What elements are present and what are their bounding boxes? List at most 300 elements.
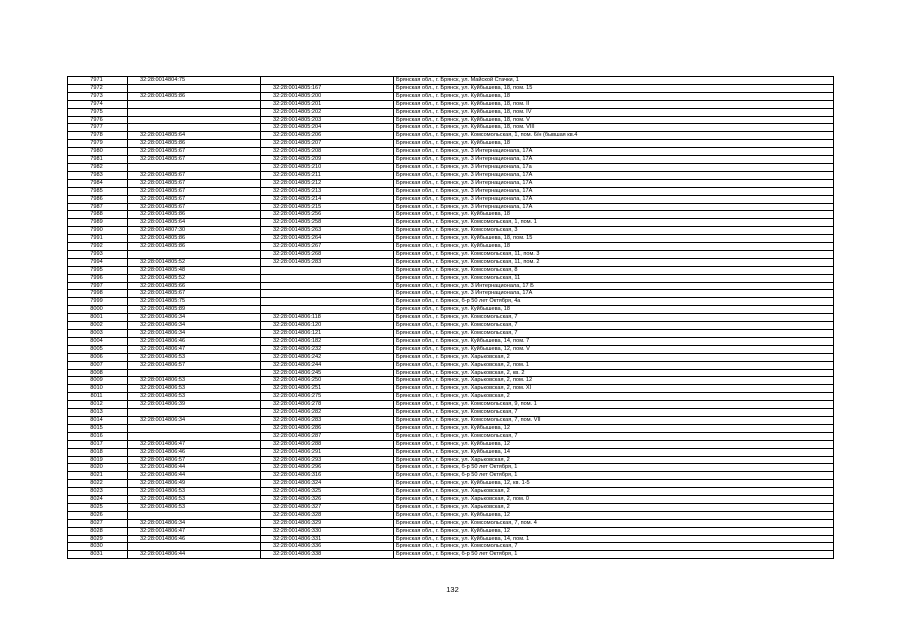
land-cadastral-number-cell [128,369,261,377]
land-cadastral-number-cell: 32:28:0014805:48 [128,266,261,274]
table-row [68,322,834,330]
object-cadastral-number-cell: 32:28:0014805:204 [261,124,394,132]
object-cadastral-number-cell: 32:28:0014806:328 [261,511,394,519]
object-cadastral-number-cell: 32:28:0014806:275 [261,393,394,401]
table-row [68,92,834,100]
address-cell: Брянская обл., г. Брянск, ул. Куйбышева, 14 [394,448,834,456]
address-cell: Брянская обл., г. Брянск, ул. Комсомольская, 11, пом. 3 [394,250,834,258]
table-row [68,282,834,290]
row-number-cell: 8011 [68,393,128,401]
address-cell: Брянская обл., г. Брянск, ул. 3 Интернационала, 17А [394,148,834,156]
row-number-cell: 8021 [68,472,128,480]
row-number-cell: 8028 [68,527,128,535]
address-cell: Брянская обл., г. Брянск, ул. Комсомольская, 11, пом. 2 [394,258,834,266]
table-row [68,456,834,464]
land-cadastral-number-cell: 32:28:0014806:53 [128,353,261,361]
address-cell: Брянская обл., г. Брянск, ул. Харьковская, 2, пом. 0 [394,496,834,504]
land-cadastral-number-cell: 32:28:0014806:49 [128,480,261,488]
address-cell: Брянская обл., г. Брянск, ул. Куйбышева, 14, пом. 7 [394,337,834,345]
table-row [68,203,834,211]
land-cadastral-number-cell: 32:28:0014805:67 [128,179,261,187]
table-row [68,211,834,219]
table-row [68,511,834,519]
row-number-cell: 7995 [68,266,128,274]
row-number-cell: 8013 [68,409,128,417]
address-cell: Брянская обл., г. Брянск, ул. Комсомольская, 11 [394,274,834,282]
object-cadastral-number-cell: 32:28:0014805:256 [261,211,394,219]
object-cadastral-number-cell: 32:28:0014806:244 [261,361,394,369]
row-number-cell: 7978 [68,132,128,140]
address-cell: Брянская обл., г. Брянск, ул. Харьковская, 2 [394,393,834,401]
address-cell: Брянская обл., г. Брянск, ул. Куйбышева, 12, кв. 1-5 [394,480,834,488]
address-cell: Брянская обл., г. Брянск, ул. Комсомольская, 3 [394,227,834,235]
table-row [68,148,834,156]
row-number-cell: 8029 [68,535,128,543]
land-cadastral-number-cell: 32:28:0014806:44 [128,551,261,559]
land-cadastral-number-cell: 32:28:0014805:52 [128,274,261,282]
row-number-cell: 8002 [68,322,128,330]
land-cadastral-number-cell: 32:28:0014805:86 [128,140,261,148]
table-row [68,235,834,243]
row-number-cell: 8004 [68,337,128,345]
table-row [68,448,834,456]
address-cell: Брянская обл., г. Брянск, ул. Комсомольская, 8 [394,266,834,274]
object-cadastral-number-cell: 32:28:0014806:242 [261,353,394,361]
table-row [68,227,834,235]
table-row [68,77,834,85]
land-cadastral-number-cell: 32:28:0014805:64 [128,132,261,140]
land-cadastral-number-cell: 32:28:0014805:89 [128,306,261,314]
object-cadastral-number-cell: 32:28:0014806:296 [261,464,394,472]
row-number-cell: 8019 [68,456,128,464]
land-cadastral-number-cell: 32:28:0014805:86 [128,235,261,243]
object-cadastral-number-cell: 32:28:0014806:287 [261,432,394,440]
table-row [68,361,834,369]
land-cadastral-number-cell: 32:28:0014806:39 [128,401,261,409]
row-number-cell: 8018 [68,448,128,456]
land-cadastral-number-cell: 32:28:0014805:67 [128,187,261,195]
object-cadastral-number-cell: 32:28:0014805:167 [261,84,394,92]
object-cadastral-number-cell: 32:28:0014806:325 [261,488,394,496]
row-number-cell: 8031 [68,551,128,559]
land-cadastral-number-cell [128,511,261,519]
table-row [68,314,834,322]
object-cadastral-number-cell: 32:28:0014805:206 [261,132,394,140]
table-row [68,298,834,306]
land-cadastral-number-cell: 32:28:0014806:34 [128,314,261,322]
address-cell: Брянская обл., г. Брянск, ул. 3 Интернационала, 17а [394,163,834,171]
row-number-cell: 8001 [68,314,128,322]
row-number-cell: 8030 [68,543,128,551]
object-cadastral-number-cell: 32:28:0014805:267 [261,243,394,251]
row-number-cell: 7999 [68,298,128,306]
row-number-cell: 8010 [68,385,128,393]
land-cadastral-number-cell: 32:28:0014805:64 [128,219,261,227]
table-row [68,416,834,424]
address-cell: Брянская обл., г. Брянск, ул. 3 Интернационала, 17А [394,195,834,203]
table-row [68,156,834,164]
row-number-cell: 7986 [68,195,128,203]
address-cell: Брянская обл., г. Брянск, ул. Комсомольская, 7 [394,314,834,322]
address-cell: Брянская обл., г. Брянск, ул. 3 Интернационала, 17А [394,290,834,298]
table-row [68,266,834,274]
object-cadastral-number-cell: 32:28:0014806:250 [261,377,394,385]
table-row [68,258,834,266]
address-cell: Брянская обл., г. Брянск, ул. Харьковская, 2, кв. 2 [394,369,834,377]
address-cell: Брянская обл., г. Брянск, ул. Куйбышева, 18, пом. 15 [394,235,834,243]
object-cadastral-number-cell: 32:28:0014805:215 [261,203,394,211]
land-cadastral-number-cell: 32:28:0014806:34 [128,416,261,424]
address-cell: Брянская обл., г. Брянск, ул. Куйбышева, 14, пом. 1 [394,535,834,543]
object-cadastral-number-cell: 32:28:0014805:200 [261,92,394,100]
row-number-cell: 7990 [68,227,128,235]
table-row [68,187,834,195]
address-cell: Брянская обл., г. Брянск, ул. Харьковская, 2, пом. 12 [394,377,834,385]
address-cell: Брянская обл., г. Брянск, ул. Куйбышева, 12 [394,424,834,432]
object-cadastral-number-cell: 32:28:0014806:121 [261,330,394,338]
table-row [68,464,834,472]
address-cell: Брянская обл., г. Брянск, ул. Комсомольская, 1, пом. 6/н (бывшая кв.4 [394,132,834,140]
object-cadastral-number-cell: 32:28:0014805:201 [261,100,394,108]
row-number-cell: 8023 [68,488,128,496]
address-cell: Брянская обл., г. Брянск, ул. Комсомольская, 7, пом. VII [394,416,834,424]
table-row [68,195,834,203]
table-row [68,385,834,393]
row-number-cell: 7994 [68,258,128,266]
object-cadastral-number-cell [261,282,394,290]
table-row [68,401,834,409]
land-cadastral-number-cell: 32:28:0014807:30 [128,227,261,235]
address-cell: Брянская обл., г. Брянск, ул. 3 Интернационала, 17А [394,203,834,211]
row-number-cell: 7971 [68,77,128,85]
address-cell: Брянская обл., г. Брянск, ул. Куйбышева, 18, пом. VIII [394,124,834,132]
object-cadastral-number-cell: 32:28:0014805:207 [261,140,394,148]
land-cadastral-number-cell: 32:28:0014806:47 [128,345,261,353]
row-number-cell: 8007 [68,361,128,369]
object-cadastral-number-cell: 32:28:0014806:326 [261,496,394,504]
object-cadastral-number-cell [261,306,394,314]
land-cadastral-number-cell [128,424,261,432]
land-cadastral-number-cell: 32:28:0014806:47 [128,527,261,535]
row-number-cell: 8008 [68,369,128,377]
row-number-cell: 7993 [68,250,128,258]
table-row [68,330,834,338]
address-cell: Брянская обл., г. Брянск, ул. Комсомольская, 7 [394,543,834,551]
land-cadastral-number-cell: 32:28:0014805:86 [128,92,261,100]
address-cell: Брянская обл., г. Брянск, ул. Комсомольская, 7 [394,330,834,338]
land-cadastral-number-cell: 32:28:0014805:67 [128,195,261,203]
land-cadastral-number-cell: 32:28:0014805:67 [128,148,261,156]
table-row [68,84,834,92]
table-row [68,274,834,282]
address-cell: Брянская обл., г. Брянск, ул. Харьковская, 2, пом. 1 [394,361,834,369]
land-cadastral-number-cell: 32:28:0014806:57 [128,456,261,464]
land-cadastral-number-cell: 32:28:0014806:34 [128,330,261,338]
address-cell: Брянская обл., г. Брянск, ул. Куйбышева, 18 [394,306,834,314]
table-row [68,100,834,108]
land-cadastral-number-cell: 32:28:0014805:66 [128,282,261,290]
row-number-cell: 8022 [68,480,128,488]
land-cadastral-number-cell: 32:28:0014806:53 [128,488,261,496]
address-cell: Брянская обл., г. Брянск, ул. Харьковская, 2, пом. XI [394,385,834,393]
table-row [68,163,834,171]
address-cell: Брянская обл., г. Брянск, ул. Майской Стачки, 1 [394,77,834,85]
object-cadastral-number-cell: 32:28:0014805:208 [261,148,394,156]
address-cell: Брянская обл., г. Брянск, ул. Куйбышева, 18 [394,92,834,100]
object-cadastral-number-cell: 32:28:0014805:214 [261,195,394,203]
registry-table-body [68,77,834,559]
object-cadastral-number-cell: 32:28:0014806:286 [261,424,394,432]
land-cadastral-number-cell: 32:28:0014806:46 [128,337,261,345]
address-cell: Брянская обл., г. Брянск, ул. Куйбышева, 18, пом. 15 [394,84,834,92]
land-cadastral-number-cell [128,116,261,124]
table-row [68,543,834,551]
address-cell: Брянская обл., г. Брянск, ул. Харьковская, 2 [394,503,834,511]
row-number-cell: 7972 [68,84,128,92]
row-number-cell: 7977 [68,124,128,132]
table-row [68,369,834,377]
row-number-cell: 7989 [68,219,128,227]
object-cadastral-number-cell: 32:28:0014805:264 [261,235,394,243]
table-row [68,140,834,148]
row-number-cell: 7982 [68,163,128,171]
row-number-cell: 8003 [68,330,128,338]
row-number-cell: 7984 [68,179,128,187]
land-cadastral-number-cell [128,432,261,440]
object-cadastral-number-cell: 32:28:0014806:338 [261,551,394,559]
address-cell: Брянская обл., г. Брянск, ул. Комсомольская, 7 [394,432,834,440]
object-cadastral-number-cell: 32:28:0014805:202 [261,108,394,116]
address-cell: Брянская обл., г. Брянск, ул. Харьковская, 2 [394,456,834,464]
address-cell: Брянская обл., г. Брянск, ул. Куйбышева, 18 [394,243,834,251]
table-row [68,432,834,440]
object-cadastral-number-cell [261,290,394,298]
table-row [68,472,834,480]
row-number-cell: 8009 [68,377,128,385]
address-cell: Брянская обл., г. Брянск, ул. Куйбышева, 18 [394,211,834,219]
address-cell: Брянская обл., г. Брянск, ул. Куйбышева, 18, пом. II [394,100,834,108]
table-row [68,132,834,140]
object-cadastral-number-cell: 32:28:0014806:316 [261,472,394,480]
land-cadastral-number-cell [128,543,261,551]
address-cell: Брянская обл., г. Брянск, ул. Куйбышева, 18 [394,140,834,148]
row-number-cell: 8000 [68,306,128,314]
object-cadastral-number-cell: 32:28:0014806:329 [261,519,394,527]
table-row [68,124,834,132]
land-cadastral-number-cell: 32:28:0014806:57 [128,361,261,369]
address-cell: Брянская обл., г. Брянск, б-р 50 лет Октября, 4а [394,298,834,306]
land-cadastral-number-cell: 32:28:0014805:67 [128,156,261,164]
table-row [68,409,834,417]
object-cadastral-number-cell [261,77,394,85]
address-cell: Брянская обл., г. Брянск, ул. 3 Интернационала, 17А [394,171,834,179]
address-cell: Брянская обл., г. Брянск, ул. Куйбышева, 12, пом. V [394,345,834,353]
object-cadastral-number-cell: 32:28:0014806:330 [261,527,394,535]
object-cadastral-number-cell: 32:28:0014806:336 [261,543,394,551]
table-row [68,353,834,361]
land-cadastral-number-cell: 32:28:0014806:53 [128,385,261,393]
table-row [68,496,834,504]
land-cadastral-number-cell: 32:28:0014806:47 [128,440,261,448]
table-row [68,250,834,258]
row-number-cell: 8027 [68,519,128,527]
row-number-cell: 7988 [68,211,128,219]
land-cadastral-number-cell: 32:28:0014806:53 [128,496,261,504]
row-number-cell: 7976 [68,116,128,124]
address-cell: Брянская обл., г. Брянск, ул. Комсомольская, 7 [394,409,834,417]
page-number: 132 [446,585,459,594]
object-cadastral-number-cell: 32:28:0014806:232 [261,345,394,353]
object-cadastral-number-cell [261,266,394,274]
address-cell: Брянская обл., г. Брянск, ул. 3 Интернационала, 17А [394,179,834,187]
row-number-cell: 8024 [68,496,128,504]
registry-table [67,76,834,559]
row-number-cell: 7980 [68,148,128,156]
address-cell: Брянская обл., г. Брянск, ул. Куйбышева, 12 [394,440,834,448]
row-number-cell: 7997 [68,282,128,290]
address-cell: Брянская обл., г. Брянск, ул. Куйбышева, 18, пом. V [394,116,834,124]
object-cadastral-number-cell: 32:28:0014806:293 [261,456,394,464]
row-number-cell: 7973 [68,92,128,100]
land-cadastral-number-cell: 32:28:0014806:46 [128,448,261,456]
address-cell: Брянская обл., г. Брянск, ул. Куйбышева, 18, пом. IV [394,108,834,116]
address-cell: Брянская обл., г. Брянск, ул. Комсомольская, 9, пом. 1 [394,401,834,409]
row-number-cell: 7981 [68,156,128,164]
land-cadastral-number-cell [128,124,261,132]
object-cadastral-number-cell: 32:28:0014806:278 [261,401,394,409]
table-row [68,440,834,448]
address-cell: Брянская обл., г. Брянск, ул. Комсомольская, 7 [394,322,834,330]
object-cadastral-number-cell: 32:28:0014805:268 [261,250,394,258]
object-cadastral-number-cell [261,274,394,282]
row-number-cell: 7987 [68,203,128,211]
object-cadastral-number-cell: 32:28:0014806:251 [261,385,394,393]
table-row [68,551,834,559]
object-cadastral-number-cell: 32:28:0014806:288 [261,440,394,448]
address-cell: Брянская обл., г. Брянск, ул. Куйбышева, 12 [394,511,834,519]
land-cadastral-number-cell: 32:28:0014806:53 [128,393,261,401]
table-row [68,345,834,353]
land-cadastral-number-cell [128,409,261,417]
row-number-cell: 7983 [68,171,128,179]
table-row [68,377,834,385]
row-number-cell: 8012 [68,401,128,409]
land-cadastral-number-cell: 32:28:0014806:53 [128,377,261,385]
address-cell: Брянская обл., г. Брянск, ул. 3 Интернационала, 17А [394,156,834,164]
row-number-cell: 8017 [68,440,128,448]
address-cell: Брянская обл., г. Брянск, ул. 3 Интернационала, 17А [394,187,834,195]
table-row [68,393,834,401]
row-number-cell: 8020 [68,464,128,472]
land-cadastral-number-cell: 32:28:0014806:44 [128,464,261,472]
table-row [68,480,834,488]
object-cadastral-number-cell: 32:28:0014806:324 [261,480,394,488]
table-row [68,306,834,314]
object-cadastral-number-cell: 32:28:0014805:212 [261,179,394,187]
table-row [68,519,834,527]
object-cadastral-number-cell: 32:28:0014806:245 [261,369,394,377]
address-cell: Брянская обл., г. Брянск, ул. Комсомольская, 1, пом. 1 [394,219,834,227]
object-cadastral-number-cell: 32:28:0014805:213 [261,187,394,195]
table-row [68,337,834,345]
table-row [68,108,834,116]
address-cell: Брянская обл., г. Брянск, ул. Комсомольская, 7, пом. 4 [394,519,834,527]
land-cadastral-number-cell: 32:28:0014805:86 [128,243,261,251]
row-number-cell: 8016 [68,432,128,440]
land-cadastral-number-cell [128,84,261,92]
object-cadastral-number-cell: 32:28:0014806:120 [261,322,394,330]
object-cadastral-number-cell: 32:28:0014805:258 [261,219,394,227]
object-cadastral-number-cell: 32:28:0014806:282 [261,409,394,417]
land-cadastral-number-cell: 32:28:0014806:34 [128,322,261,330]
row-number-cell: 7985 [68,187,128,195]
row-number-cell: 7975 [68,108,128,116]
land-cadastral-number-cell: 32:28:0014806:46 [128,535,261,543]
land-cadastral-number-cell: 32:28:0014805:52 [128,258,261,266]
object-cadastral-number-cell: 32:28:0014805:263 [261,227,394,235]
row-number-cell: 7992 [68,243,128,251]
address-cell: Брянская обл., г. Брянск, ул. 3 Интернационала, 17 Б [394,282,834,290]
row-number-cell: 7974 [68,100,128,108]
land-cadastral-number-cell: 32:28:0014806:34 [128,519,261,527]
address-cell: Брянская обл., г. Брянск, ул. Куйбышева, 12 [394,527,834,535]
table-row [68,424,834,432]
row-number-cell: 7998 [68,290,128,298]
object-cadastral-number-cell: 32:28:0014805:203 [261,116,394,124]
land-cadastral-number-cell [128,100,261,108]
table-row [68,219,834,227]
object-cadastral-number-cell: 32:28:0014806:291 [261,448,394,456]
object-cadastral-number-cell: 32:28:0014805:210 [261,163,394,171]
row-number-cell: 8005 [68,345,128,353]
land-cadastral-number-cell [128,250,261,258]
address-cell: Брянская обл., г. Брянск, ул. Харьковская, 2 [394,488,834,496]
table-row [68,171,834,179]
land-cadastral-number-cell: 32:28:0014805:75 [128,298,261,306]
object-cadastral-number-cell: 32:28:0014806:283 [261,416,394,424]
land-cadastral-number-cell: 32:28:0014805:67 [128,290,261,298]
land-cadastral-number-cell: 32:28:0014804:75 [128,77,261,85]
land-cadastral-number-cell: 32:28:0014805:86 [128,211,261,219]
table-row [68,527,834,535]
object-cadastral-number-cell: 32:28:0014805:283 [261,258,394,266]
land-cadastral-number-cell [128,163,261,171]
land-cadastral-number-cell: 32:28:0014805:67 [128,171,261,179]
address-cell: Брянская обл., г. Брянск, б-р 50 лет Октября, 1 [394,472,834,480]
row-number-cell: 8015 [68,424,128,432]
object-cadastral-number-cell: 32:28:0014805:211 [261,171,394,179]
land-cadastral-number-cell [128,108,261,116]
address-cell: Брянская обл., г. Брянск, б-р 50 лет Октября, 1 [394,551,834,559]
object-cadastral-number-cell: 32:28:0014805:209 [261,156,394,164]
object-cadastral-number-cell: 32:28:0014806:182 [261,337,394,345]
table-row [68,179,834,187]
land-cadastral-number-cell: 32:28:0014806:44 [128,472,261,480]
object-cadastral-number-cell: 32:28:0014806:118 [261,314,394,322]
row-number-cell: 7996 [68,274,128,282]
object-cadastral-number-cell: 32:28:0014806:327 [261,503,394,511]
row-number-cell: 7991 [68,235,128,243]
land-cadastral-number-cell: 32:28:0014805:67 [128,203,261,211]
row-number-cell: 7979 [68,140,128,148]
table-row [68,243,834,251]
address-cell: Брянская обл., г. Брянск, б-р 50 лет Октября, 1 [394,464,834,472]
table-row [68,116,834,124]
row-number-cell: 8026 [68,511,128,519]
address-cell: Брянская обл., г. Брянск, ул. Харьковская, 2 [394,353,834,361]
table-row [68,488,834,496]
row-number-cell: 8025 [68,503,128,511]
